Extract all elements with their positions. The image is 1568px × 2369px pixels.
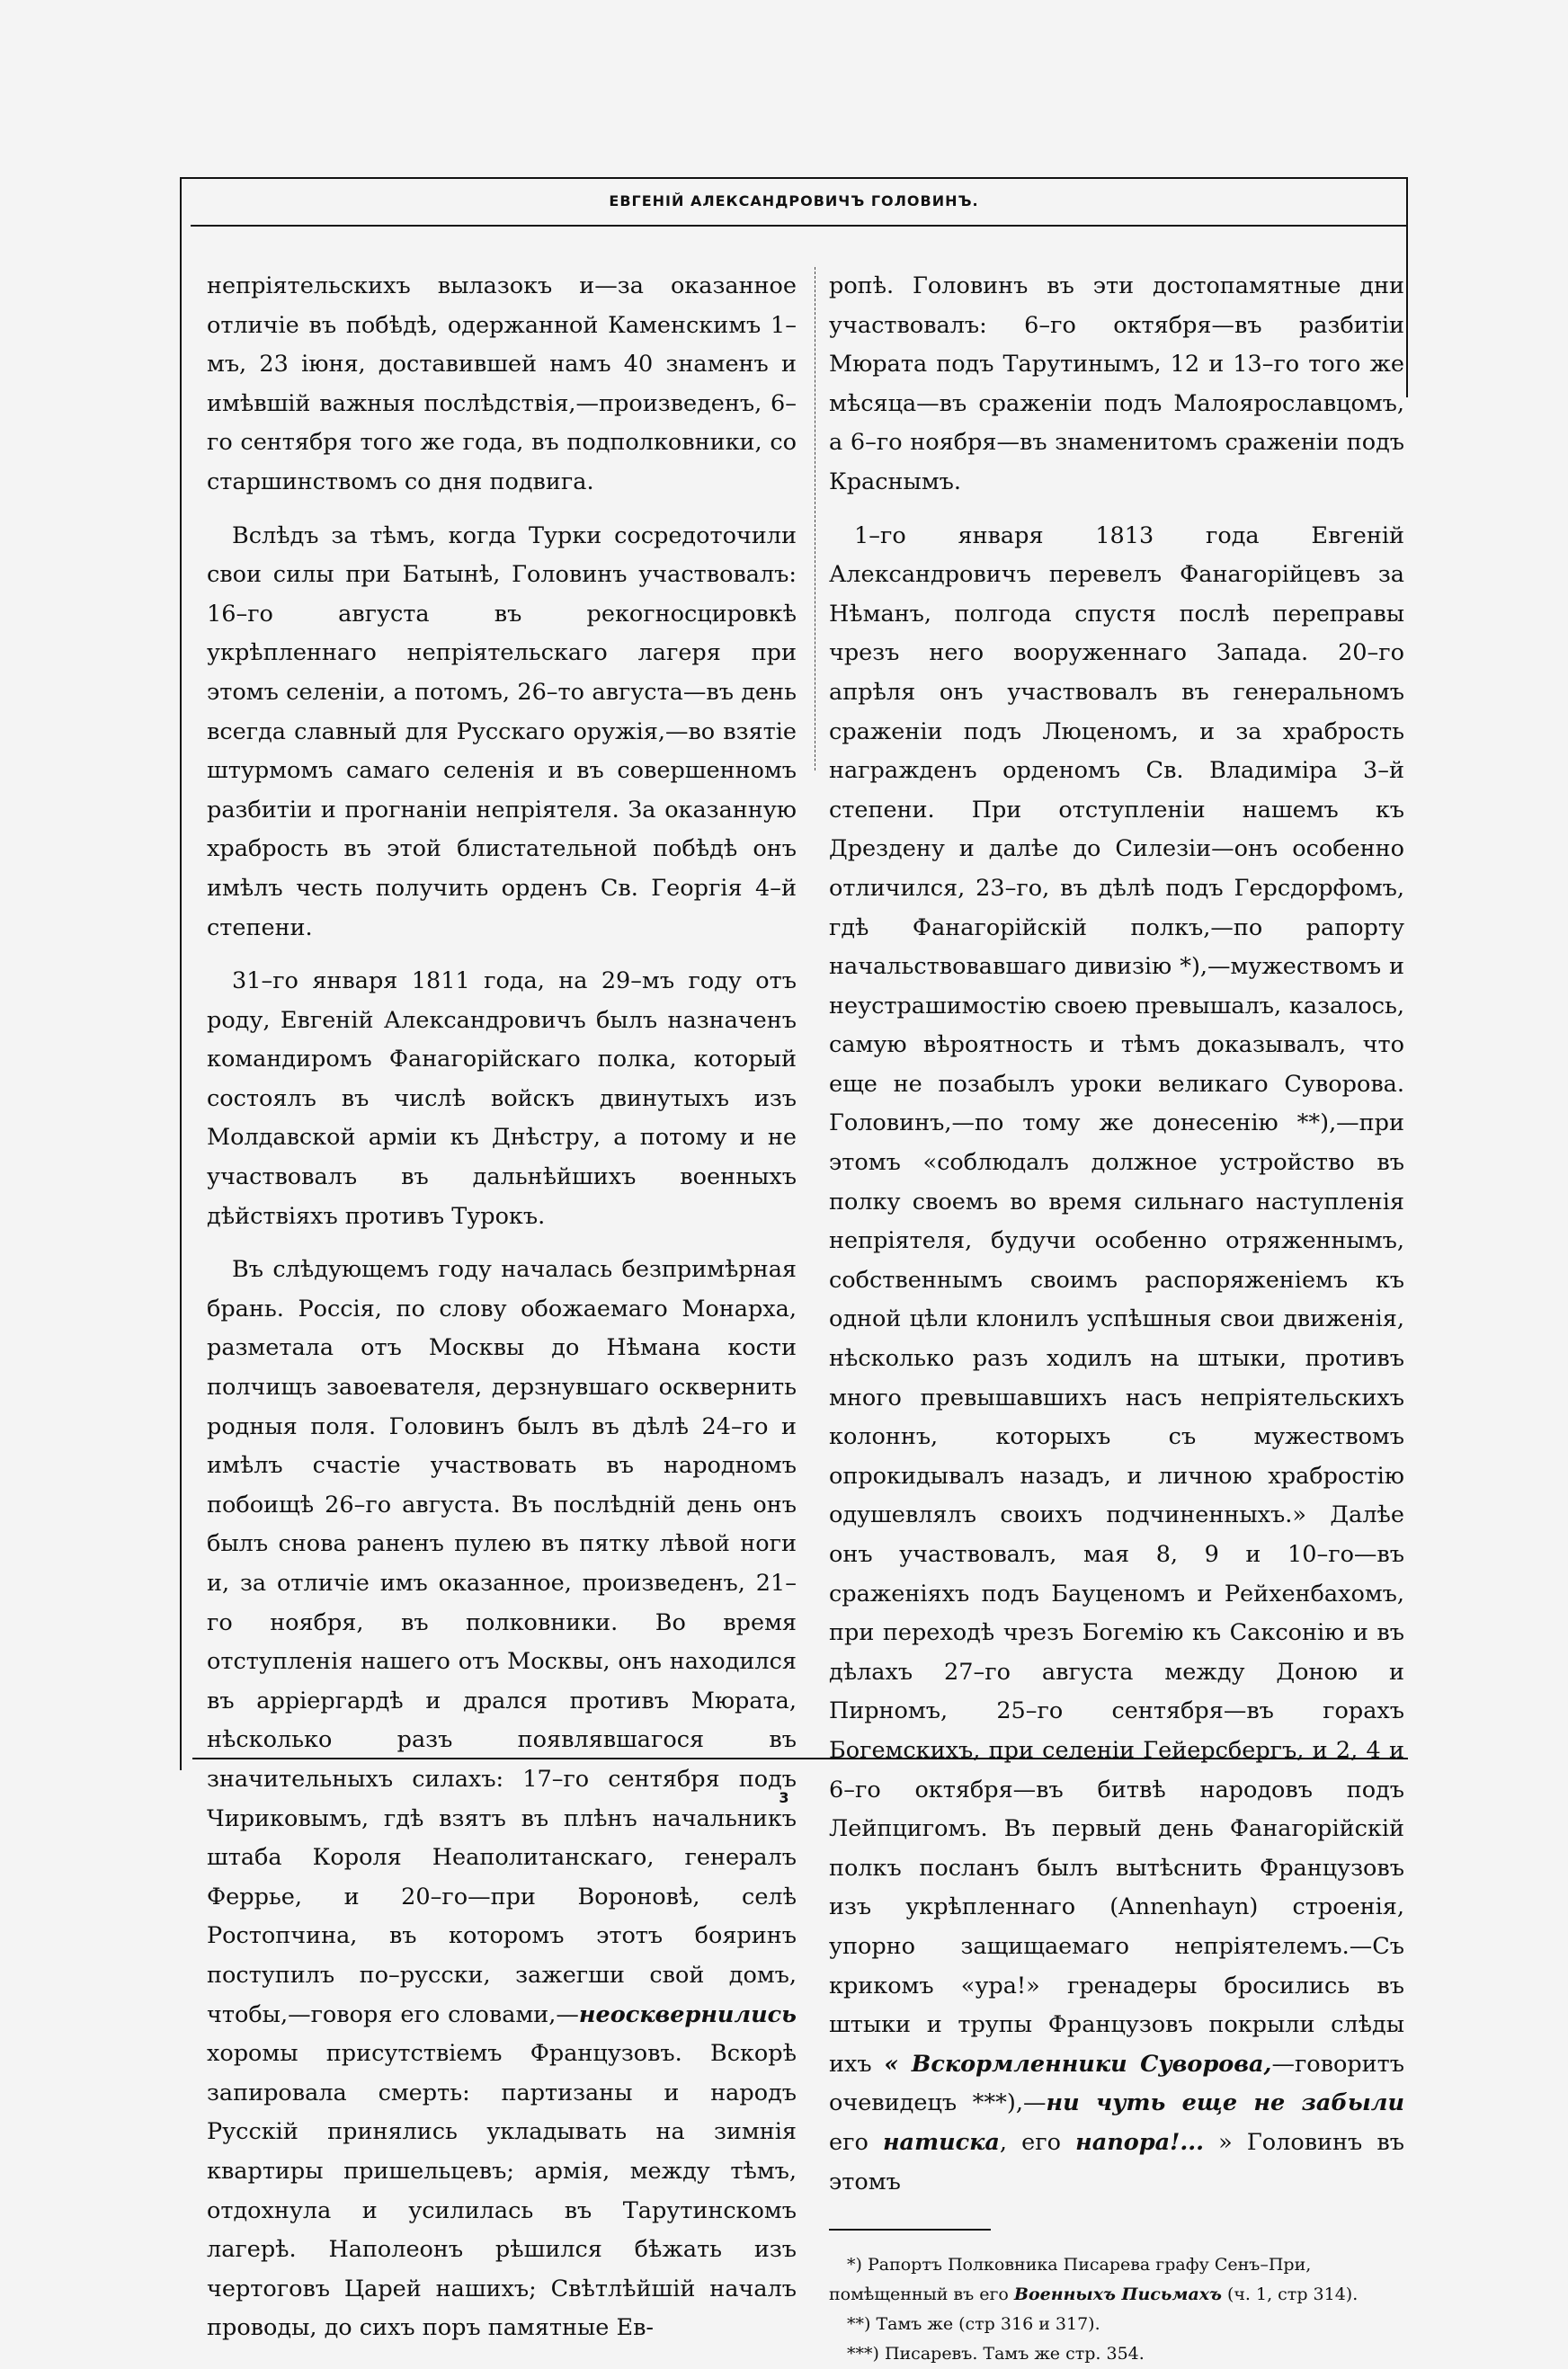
right-paragraph-1: ропѣ. Головинъ въ эти достопамятные дни участвовалъ: 6–го октября—въ разбитіи Мюрата подъ Тарутинымъ, 12 и 13–го того же мѣсяца—въ сраженіи подъ Малоярославцомъ, а 6–го ноября—въ знаменитомъ сраженіи подъ Краснымъ. <box>829 272 1404 495</box>
left-paragraph-4-text-b: хоромы присутствіемъ Французовъ. Вскорѣ запировала смерть: партизаны и народъ Русскій принялись укладывать на зимнія квартиры пришельцевъ; армія, между тѣмъ, отдохнула и усилилась въ Тарутинскомъ лагерѣ. Наполеонъ рѣшился бѣжать изъ чертоговъ Царей нашихъ; Свѣтлѣйшій началъ проводы, до сихъ поръ памятные Ев- <box>207 2040 797 2342</box>
footnote-2: **) Тамъ же (стр 316 и 317). <box>847 2314 1100 2335</box>
frame-left-rule <box>180 177 182 1770</box>
footnote-1-emphasis: Военныхъ Письмахъ <box>1013 2284 1222 2305</box>
footnote-1-text-a: *) Рапортъ Полковника Писарева графу Сенъ–При, помѣщенный въ его <box>829 2255 1312 2305</box>
right-paragraph-2-text-a: 1–го января 1813 года Евгеній Александровичъ перевелъ Фанагорійцевъ за Нѣманъ, полгода спустя послѣ переправы чрезъ него вооруженнаго Запада. 20–го апрѣля онъ участвовалъ въ генеральномъ сраженіи подъ Люценомъ, и за храбрость награжденъ орденомъ Св. Владиміра 3–й степени. При отступленіи нашемъ къ Дрездену и далѣе до Силезіи—онъ особенно отличился, 23–го, въ дѣлѣ подъ Герсдорфомъ, гдѣ Фанагорійскій полкъ,—по рапорту начальствовавшаго дивизію *),—мужествомъ и неустрашимостію своею превышалъ, казалось, самую вѣроятность и тѣмъ доказывалъ, что еще не позабылъ уроки великаго Суворова. Головинъ,—по тому же донесенію **),—при этомъ «соблюдалъ должное устройство въ полку своемъ во время сильнаго наступленія непріятеля, будучи особенно отряженнымъ, собственнымъ своимъ распоряженіемъ къ одной цѣли клонилъ успѣшныя свои движенія, нѣсколько разъ ходилъ на штыки, противъ много превышавшихъ насъ непріятельскихъ колоннъ, которыхъ съ мужествомъ опрокидывалъ назадъ, и личною храбростію одушевлялъ своихъ подчиненныхъ.» Далѣе онъ участвовалъ, мая 8, 9 и 10–го—въ сраженіяхъ подъ Бауценомъ и Рейхенбахомъ, при переходѣ чрезъ Богемію къ Саксонію и въ дѣлахъ 27–го августа между Дoною и Пирномъ, 25–го сентября—въ горахъ Богемскихъ, при селеніи Гейерсбергъ, и 2, 4 и 6–го октября—въ битвѣ народовъ подъ Лейпцигомъ. Въ первый день Фанагорійскій полкъ посланъ былъ вытѣснить Французовъ изъ укрѣпленнаго (Annenhayn) строенія, упорно защищаемаго непріятелемъ.—Съ крикомъ «ура!» гренадеры бросились въ штыки и трупы Французовъ покрыли слѣды ихъ <box>829 521 1404 2078</box>
left-paragraph-4-emphasis: неосквернились <box>578 2000 797 2028</box>
left-paragraph-3: 31–го января 1811 года, на 29–мъ году отъ роду, Евгеній Александровичъ былъ назначенъ командиромъ Фанагорійскаго полка, который состоялъ въ числѣ войскъ двинутыхъ изъ Молдавской арміи къ Днѣстру, а потому и не участвовалъ въ дальнѣйшихъ военныхъ дѣйствіяхъ противъ Турокъ. <box>207 967 797 1230</box>
left-paragraph-2: Вслѣдъ за тѣмъ, когда Турки сосредоточили свои силы при Батынѣ, Головинъ участвовалъ: 16–го августа въ рекогносцировкѣ укрѣпленнаго непріятельскаго лагеря при этомъ селеніи, а потомъ, 26–то августа—въ день всегда славный для Русскаго оружія,—во взятіе штурмомъ самаго селенія и въ совершенномъ разбитіи и прогнаніи непріятеля. За оказанную храбрость въ этой блистательной побѣдѣ онъ имѣлъ честь получить орденъ Св. Георгія 4–й степени. <box>207 521 797 941</box>
left-paragraph-1: непріятельскихъ вылазокъ и—за оказанное отличіе въ побѣдѣ, одержанной Каменскимъ 1–мъ, 23 іюня, доставившей намъ 40 знаменъ и имѣвшій важныя послѣдствія,—произведенъ, 6–го сентября того же года, въ подполковники, со старшинствомъ со дня подвига. <box>207 272 797 495</box>
right-paragraph-2-text-b: —говоритъ очевидецъ ***),— <box>829 2050 1405 2117</box>
footnote-rule <box>829 2229 991 2231</box>
right-paragraph-2-emphasis-2: ни чуть еще не забыли <box>1046 2089 1404 2117</box>
right-column <box>829 267 1404 2369</box>
right-paragraph-2-emphasis-1: « Вскормленники Суворова, <box>884 2050 1272 2078</box>
right-paragraph-2 <box>829 517 1404 2203</box>
left-paragraph-4-text-a: Въ слѣдующемъ году началась безпримѣрная брань. Россія, по слову обожаемаго Монарха, разметала отъ Москвы до Нѣмана кости полчищъ завоевателя, дерзнувшаго осквернить родныя поля. Головинъ былъ въ дѣлѣ 24–го и имѣлъ счастіе участвовать въ народномъ побоищѣ 26–го августа. Въ послѣдній день онъ былъ снова раненъ пулею въ пятку лѣвой ноги и, за отличіе имъ оказанное, произведенъ, 21–го ноября, въ полковники. Во время отступленія нашего отъ Москвы, онъ находился въ аррiергардѣ и дрался противъ Мюрата, нѣсколько разъ появлявшагося въ значительныхъ силахъ: 17–го сентября подъ Чириковымъ, гдѣ взятъ въ плѣнъ начальникъ штаба Короля Неаполитанскаго, генералъ Феррье, и 20–го—при Вороновѣ, селѣ Ростопчина, въ которомъ этотъ бояринъ поступилъ по–русски, зажегши свой домъ, чтобы,—говоря его словами,— <box>207 1256 797 2028</box>
footnotes <box>829 2250 1404 2369</box>
right-paragraph-2-text-d: , его <box>999 2128 1076 2156</box>
right-paragraph-2-emphasis-4: напора!... <box>1075 2128 1204 2156</box>
footnote-1 <box>829 2250 1404 2310</box>
left-column <box>207 267 797 2363</box>
bottom-rule <box>192 1758 1408 1759</box>
footnote-1-text-b: (ч. 1, стр 314). <box>1221 2284 1359 2305</box>
frame-top-rule <box>180 177 1408 179</box>
right-paragraph-2-text-c: его <box>829 2128 883 2156</box>
right-paragraph-2-emphasis-3: натиска <box>882 2128 1000 2156</box>
running-head: ЕВГЕНІЙ АЛЕКСАНДРОВИЧЪ ГОЛОВИНЪ. <box>609 192 979 209</box>
footnote-3: ***) Писаревъ. Тамъ же стр. 354. <box>847 2344 1145 2365</box>
page-number: 3 <box>779 1789 789 1806</box>
frame-right-rule <box>1406 177 1408 397</box>
right-paragraph-2-text-e: » Головинъ въ этомъ <box>829 2128 1405 2195</box>
page-frame <box>180 177 1408 2365</box>
header-rule <box>191 225 1408 227</box>
